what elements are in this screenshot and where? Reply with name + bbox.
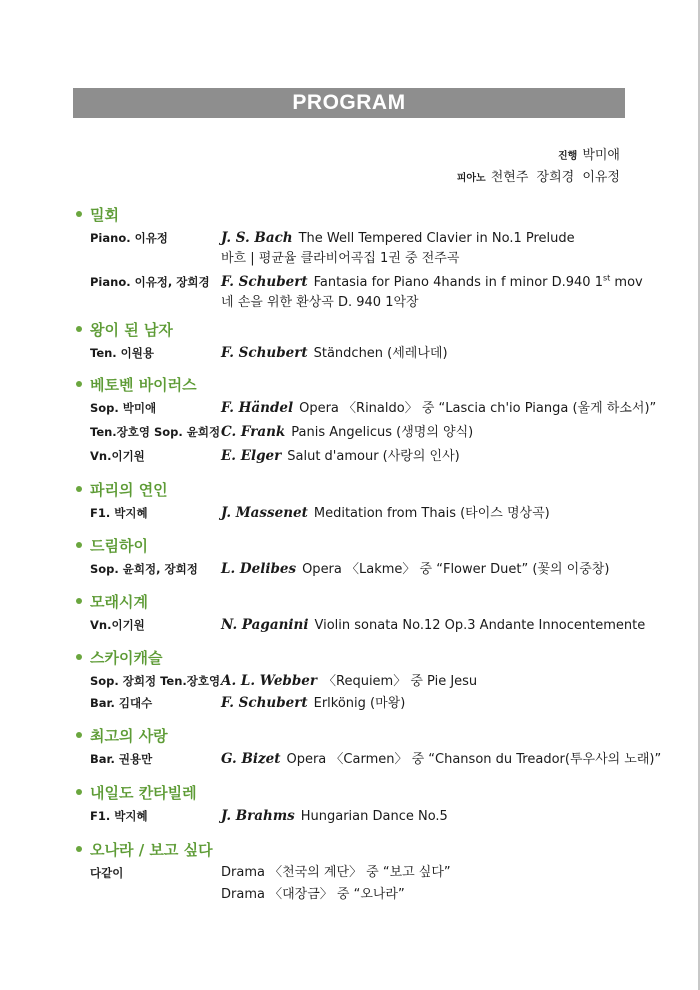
- piece-title: Opera 〈Carmen〉 중 “Chanson du Treador(투우사의 노래)”: [286, 752, 662, 767]
- composer: G. Bizet: [221, 751, 281, 767]
- section-milhoe: [76, 203, 643, 315]
- program-subrow: [76, 293, 636, 313]
- program-row: [76, 748, 662, 770]
- composer: N. Paganini: [221, 617, 309, 633]
- performer: Piano. 이유정, 장희경: [90, 275, 210, 289]
- section-title: 오나라 / 보고 싶다: [76, 838, 636, 862]
- program-row: [76, 862, 636, 884]
- program-row: [76, 670, 636, 692]
- section-beethoven: [76, 373, 657, 467]
- section-finale: [76, 838, 636, 906]
- program-row: [76, 614, 646, 636]
- bullet-icon: [76, 598, 82, 604]
- composer: F. Schubert: [221, 345, 308, 361]
- section-dreamhigh: [76, 534, 636, 580]
- piece-title: Drama 〈천국의 계단〉 중 “보고 싶다”: [221, 865, 451, 880]
- performer: Bar. 김대수: [90, 696, 153, 710]
- piece-tail: mov: [610, 275, 643, 290]
- piece-subtitle: 네 손을 위한 환상곡 D. 940 1악장: [221, 295, 419, 310]
- performer: Vn.이기원: [90, 618, 145, 632]
- piece-title: Opera 〈Rinaldo〉 중 “Lascia ch'io Pianga (울게 하소서)”: [299, 401, 657, 416]
- piece-title: Hungarian Dance No.5: [300, 809, 448, 824]
- section-title: 베토벤 바이러스: [76, 373, 636, 397]
- bullet-icon: [76, 381, 82, 387]
- section-title: 스카이캐슬: [76, 646, 636, 670]
- section-king: [76, 318, 636, 364]
- composer: F. Schubert: [221, 274, 308, 290]
- performer: Vn.이기원: [90, 449, 145, 463]
- section-bestlove: [76, 724, 662, 770]
- bullet-icon: [76, 789, 82, 795]
- section-title: 모래시계: [76, 590, 636, 614]
- section-title: 밀회: [76, 203, 636, 227]
- program-row: [76, 342, 636, 364]
- performer: Ten.장호영 Sop. 윤희정: [90, 425, 221, 439]
- piece-title: 〈Requiem〉 중 Pie Jesu: [323, 674, 478, 689]
- piece-title: Panis Angelicus (생명의 양식): [291, 425, 474, 440]
- performer: F1. 박지혜: [90, 809, 148, 823]
- credits: [457, 145, 620, 189]
- piano-names: 천현주 장희경 이유정: [490, 170, 620, 185]
- piece-title: Erlkönig (마왕): [313, 696, 406, 711]
- program-row: [76, 397, 657, 421]
- piece-subtitle: Drama 〈대장금〉 중 “오나라”: [221, 887, 405, 902]
- piece-title: The Well Tempered Clavier in No.1 Prelude: [298, 231, 575, 246]
- host-name: 박미애: [582, 148, 620, 163]
- bullet-icon: [76, 542, 82, 548]
- program-row: [76, 271, 643, 293]
- composer: J. S. Bach: [221, 230, 293, 246]
- section-title: 최고의 사랑: [76, 724, 636, 748]
- piece-title: Opera 〈Lakme〉 중 “Flower Duet” (꽃의 이중창): [302, 562, 610, 577]
- program-banner: PROGRAM: [73, 88, 625, 118]
- performer: Sop. 장희정 Ten.장호영: [90, 674, 221, 688]
- piece-title: Salut d'amour (사랑의 인사): [287, 449, 460, 464]
- performer: 다같이: [90, 866, 124, 880]
- piece-title: Meditation from Thais (타이스 명상곡): [313, 506, 550, 521]
- program-row: [76, 445, 636, 467]
- section-cantabile: [76, 781, 636, 827]
- bullet-icon: [76, 846, 82, 852]
- bullet-icon: [76, 486, 82, 492]
- program-row: [76, 421, 636, 445]
- composer: F. Schubert: [221, 695, 308, 711]
- section-hourglass: [76, 590, 646, 636]
- section-title: 드림하이: [76, 534, 636, 558]
- composer: F. Händel: [221, 400, 294, 416]
- performer: F1. 박지혜: [90, 506, 148, 520]
- program-row: [76, 502, 636, 524]
- section-skycastle: [76, 646, 636, 714]
- piece-title: Ständchen (세레나데): [313, 346, 448, 361]
- piece-subtitle: 바흐 | 평균율 클라비어곡집 1권 중 전주곡: [221, 251, 460, 266]
- bullet-icon: [76, 326, 82, 332]
- performer: Bar. 권용만: [90, 752, 153, 766]
- program-subrow: [76, 884, 636, 906]
- section-title: 왕이 된 남자: [76, 318, 636, 342]
- section-title: 내일도 칸타빌레: [76, 781, 636, 805]
- composer: E. Elger: [221, 448, 282, 464]
- bullet-icon: [76, 211, 82, 217]
- program-row: [76, 692, 636, 714]
- section-paris: [76, 478, 636, 524]
- performer: Sop. 윤희정, 장희정: [90, 562, 198, 576]
- program-row: [76, 805, 636, 827]
- section-title: 파리의 연인: [76, 478, 636, 502]
- bullet-icon: [76, 654, 82, 660]
- performer: Sop. 박미애: [90, 401, 157, 415]
- bullet-icon: [76, 732, 82, 738]
- performer: Piano. 이유정: [90, 231, 168, 245]
- composer: J. Massenet: [221, 505, 308, 521]
- piano-credit: [457, 167, 620, 189]
- composer: A. L. Webber: [221, 673, 317, 689]
- piece-title: Violin sonata No.12 Op.3 Andante Innocentemente: [314, 618, 646, 633]
- performer: Ten. 이원용: [90, 346, 155, 360]
- piano-role: 피아노: [456, 173, 486, 184]
- composer: J. Brahms: [221, 808, 295, 824]
- program-row: [76, 558, 636, 580]
- host-credit: [457, 145, 620, 167]
- program-subrow: [76, 249, 636, 269]
- composer: L. Delibes: [221, 561, 297, 577]
- composer: C. Frank: [221, 424, 286, 440]
- program-row: [76, 227, 636, 249]
- superscript: st: [602, 273, 611, 283]
- piece-title: Fantasia for Piano 4hands in f minor D.940 1: [313, 275, 603, 290]
- host-role: 진행: [557, 151, 578, 162]
